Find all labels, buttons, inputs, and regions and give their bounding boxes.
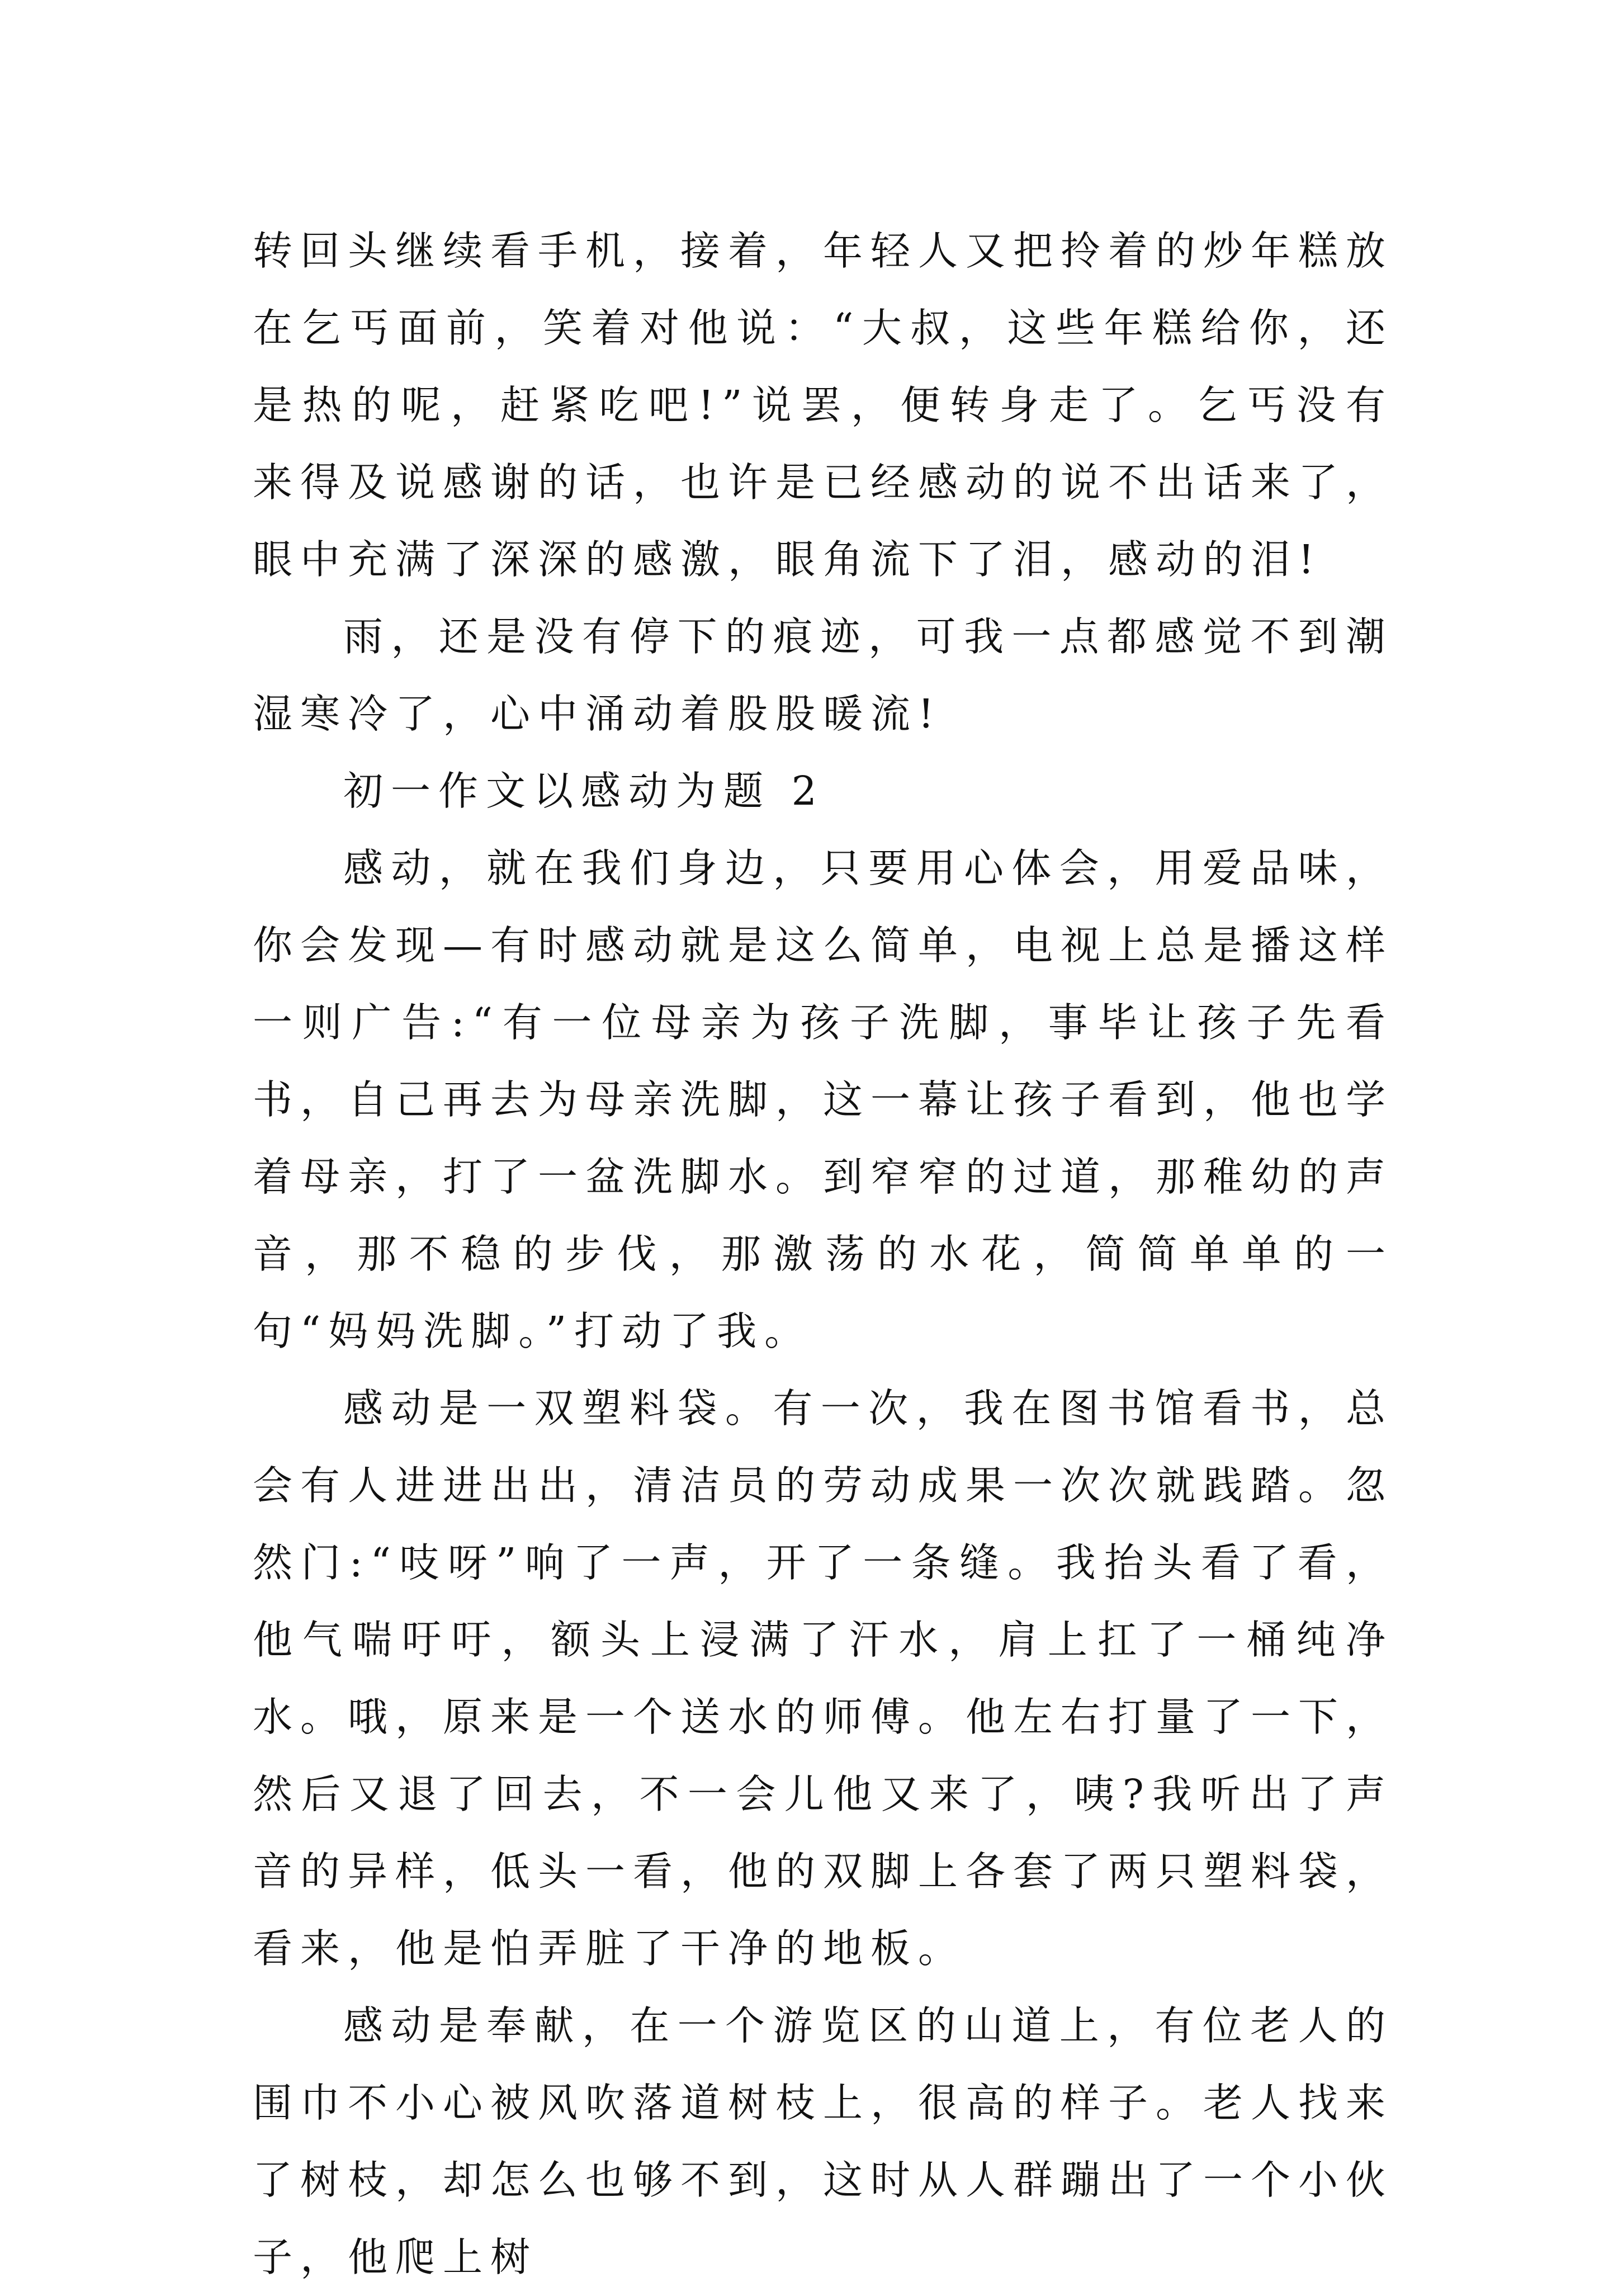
paragraph-rain: 雨，还是没有停下的痕迹，可我一点都感觉不到潮湿寒冷了，心中涌动着股股暖流! xyxy=(253,613,1393,737)
paragraph-intro: 感动，就在我们身边，只要用心体会，用爱品味，你会发现—有时感动就是这么简单，电视上总是播这样一则广告:“有一位母亲为孩子洗脚，事毕让孩子先看书，自己再去为母亲洗脚，这一幕让孩子看到，他也学着母亲，打了一盆洗脚水。到窄窄的过道，那稚幼的声音，那不稳的步伐，那激荡的水花，简简单单的一句“妈妈洗脚。”打动了我。 xyxy=(253,845,1394,1354)
essay-title: 初一作文以感动为题 2 xyxy=(343,768,825,814)
paragraph-continuation: 转回头继续看手机，接着，年轻人又把拎着的炒年糕放在乞丐面前，笑着对他说：“大叔，这些年糕给你，还是热的呢，赶紧吃吧!”说罢，便转身走了。乞丐没有来得及说感谢的话，也许是已经感动的说不出话来了，眼中充满了深深的感激，眼角流下了泪，感动的泪! xyxy=(253,228,1394,583)
essay-body xyxy=(253,212,1393,2296)
paragraph-plastic-bags: 感动是一双塑料袋。有一次，我在图书馆看书，总会有人进进出出，清洁员的劳动成果一次次就践踏。忽然门:“吱呀”响了一声，开了一条缝。我抬头看了看，他气喘吁吁，额头上浸满了汗水，肩上扛了一桶纯净水。哦，原来是一个送水的师傅。他左右打量了一下，然后又退了回去，不一会儿他又来了，咦?我听出了声音的异样，低头一看，他的双脚上各套了两只塑料袋，看来，他是怕弄脏了干净的地板。 xyxy=(253,1385,1394,1972)
paragraph-dedication: 感动是奉献，在一个游览区的山道上，有位老人的围巾不小心被风吹落道树枝上，很高的样子。老人找来了树枝，却怎么也够不到，这时从人群蹦出了一个小伙子，他爬上树 xyxy=(253,2002,1394,2280)
